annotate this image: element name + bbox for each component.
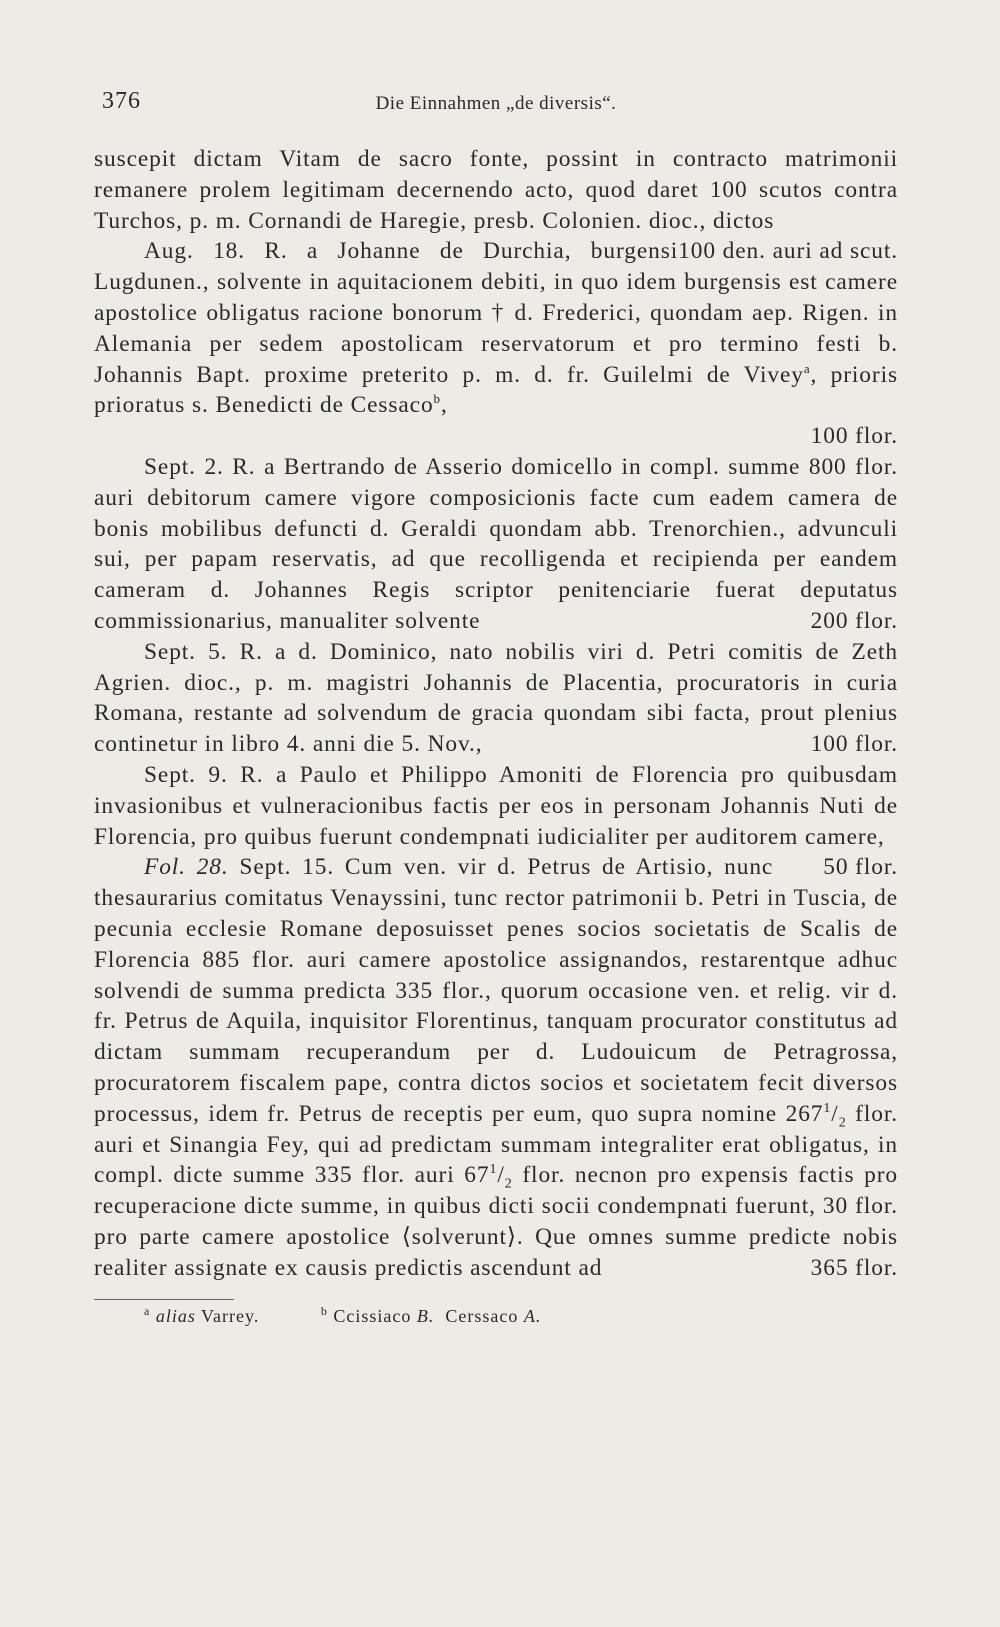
footnote-b: $^b$ Ccissiaco B. Cerssaco A.	[320, 1304, 542, 1327]
entry-text: Aug. 18. R. a Johanne de Durchia, burgensi Lugdunen., solvente in aquitacionem debiti, in quo idem burgensis est camere apostolice obligatus racione bonorum † d. Frederici, quondam aep. Rigen. in Alemania per sedem apostolicam reservatorum et pro termino festi b. Johannis Bapt. proxime preterito p. m. d. fr. Guilelmi de Vivey$^a$, prioris prioratus s. Benedicti de Cessaco$^b$,	[94, 238, 898, 419]
entry-amount: 50 flor.	[823, 854, 898, 881]
footnotes	[94, 1304, 898, 1327]
footnote-divider	[94, 1299, 234, 1300]
entry-amount: 100 flor.	[810, 731, 898, 758]
entry-amount: 100 den. auri ad scut.	[678, 238, 898, 265]
entry-text: suscepit dictam Vitam de sacro fonte, possint in contracto matrimonii remanere prolem legitimam decernendo acto, quod daret 100 scutos contra Turchos, p. m. Cornandi de Haregie, presb. Colonien. dioc., dictos 100 den. auri ad scut.	[94, 144, 898, 236]
footnote-ref: b	[433, 391, 441, 407]
footnote-ref: a	[803, 360, 811, 376]
entry-amount: 365 flor.	[810, 1254, 898, 1281]
folio-marker: Fol. 28.	[144, 854, 229, 881]
entry-text: Sept. 5. R. a d. Dominico, nato nobilis viri d. Petri comitis de Zeth Agrien. dioc., p. m. magistri Johannis de Placentia, procuratoris in curia Romana, restante ad solvendum de gracia quondam sibi facta, prout plenius continetur in libro 4. anni die 5. Nov., 100 flor.	[94, 637, 898, 760]
entry-text: Fol. 28. Sept. 15. Cum ven. vir d. Petrus de Artisio, nunc thesaurarius comitatus Venayssini, tunc rector patrimonii b. Petri in Tuscia, de pecunia ecclesie Romane deposuisset penes socios societatis de Scalis de Florencia 885 flor. auri camere apostolice assignandos, restarentque adhuc solvendi de summa predicta 335 flor., quorum occasione ven. et relig. vir d. fr. Petrus de Aquila, inquisitor Florentinus, tanquam procurator constitutus ad dictam summam recuperandum per d. Ludouicum de Petragrossa, procuratorem fiscalem pape, contra dictos socios et societatem fecit diversos processus, idem fr. Petrus de receptis per eum, quo supra nomine $267^1/_2$ flor. auri et Sinangia Fey, qui ad predictam summam integraliter erat obligatus, in compl. dicte summe 335 flor. auri $67^1/_2$ flor. necnon pro expensis factis pro recuperacione dicte summe, in quibus dicti socii condempnati fuerunt, 30 flor. pro parte camere apostolice ⟨solverunt⟩. Que omnes summe predicte nobis realiter assignate ex causis predictis ascendunt ad 365 flor.	[94, 852, 898, 1283]
footnote-a: $^a$ alias Varrey.	[144, 1304, 260, 1327]
entry-amount: 200 flor.	[810, 607, 898, 634]
page-header	[94, 88, 898, 124]
entry-amount: 100 flor.	[810, 423, 898, 450]
running-title: Die Einnahmen „de diversis“.	[375, 93, 617, 114]
main-text	[94, 144, 898, 1283]
entry-text: Sept. 9. R. a Paulo et Philippo Amoniti de Florencia pro quibusdam invasionibus et vulneracionibus factis per eos in personam Johannis Nuti de Florencia, pro quibus fuerunt condempnati iudicialiter per auditorem camere, 50 flor.	[94, 760, 898, 852]
entry-text: Sept. 2. R. a Bertrando de Asserio domicello in compl. summe 800 flor. auri debitorum camere vigore composicionis facte cum eadem camera de bonis mobilibus defuncti d. Geraldi quondam abb. Trenorchien., advunculi sui, per papam reservatis, ad que recolligenda et recipienda per eandem cameram d. Johannes Regis scriptor penitenciarie fuerat deputatus commissionarius, manualiter solvente 200 flor.	[94, 452, 898, 637]
page	[94, 88, 898, 1327]
page-number: 376	[102, 88, 141, 114]
